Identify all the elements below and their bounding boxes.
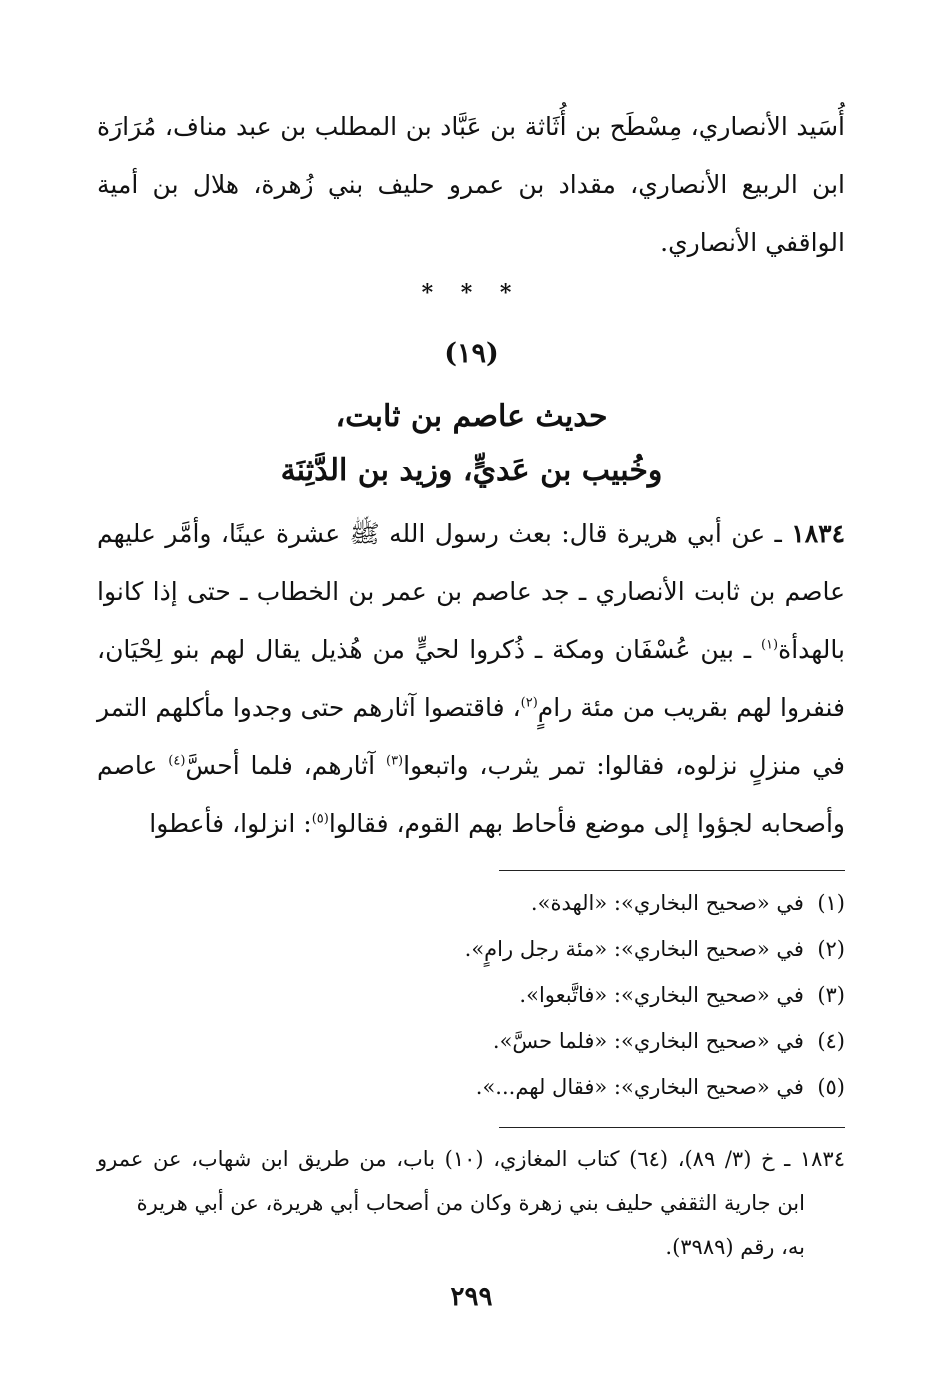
section-number: (١٩): [444, 338, 499, 369]
source-line-1: ١٨٣٤ ـ خ (٣/ ٨٩)، (٦٤) كتاب المغازي، (١٠) باب، من طريق ابن شهاب، عن عمرو: [97, 1147, 845, 1171]
hadith-text-segment: عاصم وأصحابه لجؤوا إلى موضع فأحاط بهم القوم، فقالوا: [97, 751, 845, 838]
hadith-text-segment: ـ عن أبي هريرة قال: بعث رسول الله ﷺ عشرة عينًا، وأمَّر عليهم عاصم بن ثابت الأنصاري ـ جد عاصم بن عمر بن الخطاب ـ حتى إذا كانوا بالهدأة: [97, 519, 845, 664]
footnote-text: في «صحيح البخاري»: «فقال لهم...».: [475, 1075, 804, 1099]
intro-paragraph: أُسَيد الأنصاري، مِسْطَح بن أُثَاثة بن عَبَّاد بن المطلب بن عبد مناف، مُرَارَة ابن الربيع الأنصاري، مقداد بن عمرو حليف بني زُهرة، هلال بن أمية الواقفي الأنصاري.: [97, 112, 845, 257]
footnote-ref-5[interactable]: (٥): [311, 811, 329, 827]
footnote-item: [97, 880, 845, 926]
section-title-line-2: وخُبيب بن عَديٍّ، وزيد بن الدَّثِنَة: [280, 453, 663, 488]
footnote-ref-1[interactable]: (١): [760, 637, 779, 653]
hadith-text-segment: ، فاقتصوا آثارهم حتى وجدوا مأكلهم التمر في منزلٍ نزلوه، فقالوا: تمر يثرب، واتبعوا: [97, 693, 845, 780]
footnote-number: (٣): [817, 983, 845, 1007]
footnote-item: [97, 1018, 845, 1064]
section-title: [0, 390, 943, 498]
hadith-text-segment: ـ بين عُسْفَان ومكة ـ ذُكروا لحيٍّ من هُذيل يقال لهم بنو لِحْيَان، فنفروا لهم بقريب من مئة رامٍ: [97, 635, 845, 722]
footnote-ref-3[interactable]: (٣): [385, 753, 404, 769]
hadith-number: ١٨٣٤: [791, 519, 845, 548]
footnote-item: [97, 972, 845, 1018]
footnote-item: [97, 1064, 845, 1110]
section-title-line-1: حديث عاصم بن ثابت،: [335, 399, 608, 434]
footnote-number: (٤): [817, 1029, 845, 1053]
source-line-2: ابن جارية الثقفي حليف بني زهرة وكان من أصحاب أبي هريرة، عن أبي هريرة: [136, 1191, 805, 1215]
footnote-number: (٢): [817, 937, 845, 961]
footnote-text: في «صحيح البخاري»: «مئة رجل رامٍ».: [464, 937, 804, 961]
footnote-divider: [499, 870, 845, 871]
footnote-item: [97, 926, 845, 972]
hadith-paragraph: [97, 505, 845, 853]
footnote-text: في «صحيح البخاري»: «الهدة».: [530, 891, 804, 915]
source-note: [97, 1137, 845, 1269]
footnote-number: (٥): [817, 1075, 845, 1099]
footnote-text: في «صحيح البخاري»: «فلما حسَّ».: [492, 1029, 804, 1053]
source-divider: [499, 1127, 845, 1128]
footnote-ref-4[interactable]: (٤): [168, 753, 186, 769]
footnotes-list: [97, 880, 845, 1110]
footnote-text: في «صحيح البخاري»: «فاتَّبعوا».: [519, 983, 804, 1007]
footnote-number: (١): [817, 891, 845, 915]
hadith-text-segment: آثارهم، فلما أحسَّ: [185, 751, 386, 780]
section-separator: * * *: [421, 280, 522, 306]
hadith-text-segment: : انزلوا، فأعطوا: [149, 809, 312, 838]
page-number: ٢٩٩: [450, 1282, 493, 1312]
footnote-ref-2[interactable]: (٢): [520, 695, 538, 711]
source-line-3: به، رقم (٣٩٨٩).: [665, 1235, 805, 1259]
